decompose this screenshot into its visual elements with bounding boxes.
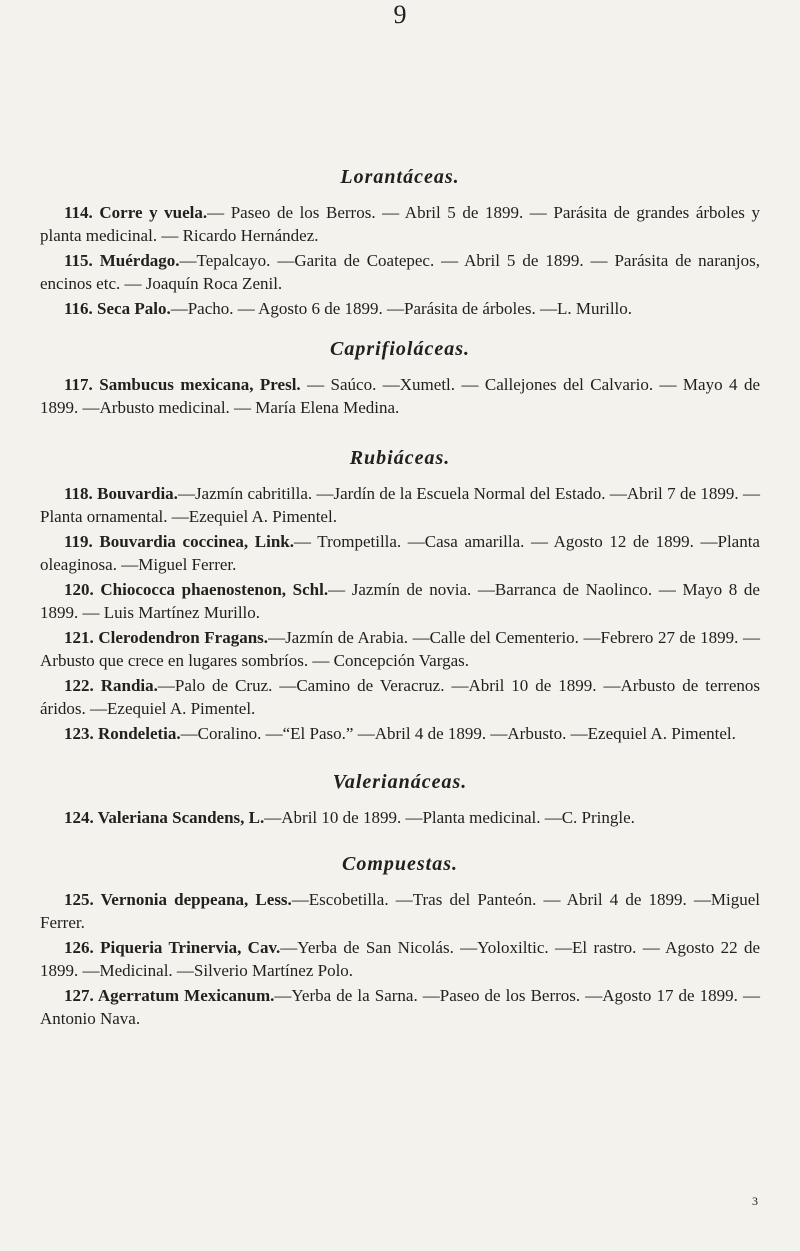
entry-text: —Tepalcayo. —Garita de Coatepec. — Abril 5 de 1899. — Parásita de naranjos, encinos etc. — Joaquín Roca Zenil.: [40, 251, 761, 293]
entry-name: 124. Valeriana Scandens, L.: [64, 808, 265, 827]
entry-115: [40, 249, 760, 295]
entry-name: 121. Clerodendron Fragans.: [64, 628, 269, 647]
entry-name: 127. Agerratum Mexicanum.: [64, 986, 275, 1005]
entry-name: 125. Vernonia deppeana, Less.: [64, 890, 292, 909]
entry-text: — Trompetilla. —Casa amarilla. — Agosto 12 de 1899. —Planta oleaginosa. —Miguel Ferrer.: [40, 532, 760, 574]
entry-120: [40, 578, 760, 624]
entry-118: [40, 482, 760, 528]
entry-text: —Abril 10 de 1899. —Planta medicinal. —C. Pringle.: [264, 808, 635, 827]
entry-text: —Escobetilla. —Tras del Panteón. — Abril 4 de 1899. —Miguel Ferrer.: [40, 890, 760, 932]
entry-text: — Paseo de los Berros. — Abril 5 de 1899. — Parásita de grandes árboles y planta medicinal. — Ricardo Hernández.: [40, 203, 760, 245]
page-number: 9: [393, 0, 407, 29]
section-heading-lorantaceas: Lorantáceas.: [340, 166, 460, 188]
entry-text: — Jazmín de novia. —Barranca de Naolinco. — Mayo 8 de 1899. — Luis Martínez Murillo.: [40, 580, 760, 622]
entry-text: —Jazmín cabritilla. —Jardín de la Escuela Normal del Estado. —Abril 7 de 1899. —Planta ornamental. —Ezequiel A. Pimentel.: [40, 484, 760, 526]
entry-name: 119. Bouvardia coccinea, Link.: [64, 532, 294, 551]
entry-name: 123. Rondeletia.: [64, 724, 181, 743]
entry-name: 118. Bouvardia.: [64, 484, 178, 503]
entry-text: —Yerba de San Nicolás. —Yoloxiltic. —El rastro. — Agosto 22 de 1899. —Medicinal. —Silverio Martínez Polo.: [40, 938, 761, 980]
entry-125: [40, 888, 760, 934]
entry-name: 122. Randia.: [64, 676, 158, 695]
entry-name: 120. Chiococca phaenostenon, Schl.: [64, 580, 329, 599]
entry-123: [40, 722, 760, 745]
entry-124: [40, 806, 760, 829]
entry-text: —Coralino. —“El Paso.” —Abril 4 de 1899. —Arbusto. —Ezequiel A. Pimentel.: [180, 724, 736, 743]
section-heading-compuestas: Compuestas.: [341, 853, 459, 875]
entry-name: 115. Muérdago.: [64, 251, 180, 270]
entry-text: — Saúco. —Xumetl. — Callejones del Calvario. — Mayo 4 de 1899. —Arbusto medicinal. — María Elena Medina.: [40, 375, 760, 417]
entry-text: —Yerba de la Sarna. —Paseo de los Berros. —Agosto 17 de 1899. —Antonio Nava.: [40, 986, 760, 1028]
entry-117: [40, 373, 760, 419]
entry-text: —Palo de Cruz. —Camino de Veracruz. —Abril 10 de 1899. —Arbusto de terrenos áridos. —Ezequiel A. Pimentel.: [40, 676, 760, 718]
entry-name: 116. Seca Palo.: [64, 299, 171, 318]
entry-119: [40, 530, 760, 576]
section-heading-rubiaceas: Rubiáceas.: [349, 447, 451, 469]
footer-page-number: 3: [752, 1194, 758, 1208]
entry-name: 114. Corre y vuela.: [64, 203, 208, 222]
entry-114: [40, 201, 760, 247]
entry-name: 117. Sambucus mexicana, Presl.: [64, 375, 301, 394]
entry-116: [40, 297, 760, 320]
section-heading-caprifoliaceas: Caprifioláceas.: [330, 338, 470, 360]
entry-122: [40, 674, 760, 720]
entry-121: [40, 626, 760, 672]
entry-126: [40, 936, 760, 982]
section-heading-valerianaceas: Valerianáceas.: [332, 771, 468, 793]
entry-text: —Pacho. — Agosto 6 de 1899. —Parásita de árboles. —L. Murillo.: [170, 299, 633, 318]
entry-name: 126. Piqueria Trinervia, Cav.: [64, 938, 281, 957]
entry-127: [40, 984, 760, 1030]
entry-text: —Jazmín de Arabia. —Calle del Cementerio. —Febrero 27 de 1899. —Arbusto que crece en lugares sombríos. — Concepción Vargas.: [40, 628, 760, 670]
document-body: [40, 166, 760, 1032]
